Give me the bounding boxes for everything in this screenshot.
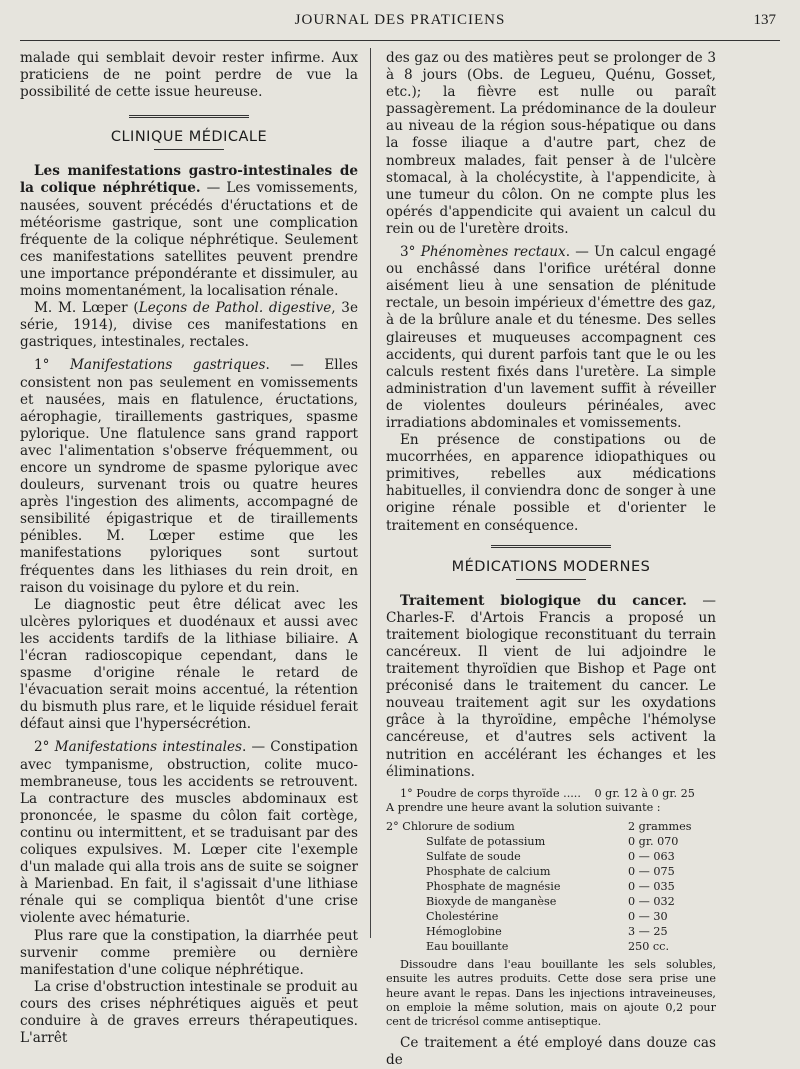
right-column	[386, 50, 716, 1069]
citation-title: Leçons de Pathol. digestive	[138, 300, 332, 317]
left-column	[20, 50, 358, 1047]
prescription-row	[386, 879, 716, 894]
article-lead: Les manifestations gastro-intestinales de la colique néphrétique. — Les vomissements, nausées, souvent précédés d'éructations et de météorisme gastrique, sont une complication fréquente de la colique néphrétique. Seulement ces manifestations satellites peuvent prendre une importance prépondérante et dissimuler, au moins momentanément, la localisation rénale.	[20, 163, 358, 300]
subsection-heading: Manifestations gastriques	[69, 357, 266, 374]
article-headline: Traitement biologique du cancer.	[400, 592, 687, 609]
prescription	[386, 787, 716, 1029]
paragraph: Plus rare que la constipation, la diarrhée peut survenir comme première ou dernière manifestation d'une colique néphrétique.	[20, 927, 358, 978]
paragraph: La crise d'obstruction intestinale se produit au cours des crises néphrétiques aiguës et peut conduire à de graves erreurs thérapeutiques. L'arrêt	[20, 978, 358, 1047]
ingredient-name: Cholestérine	[426, 910, 499, 924]
ingredient-quantity: 0 — 035	[628, 880, 675, 894]
header-rule	[20, 40, 780, 41]
paragraph: Ce traitement a été employé dans douze cas de	[386, 1035, 716, 1069]
article-lead: Traitement biologique du cancer. — Charles-F. d'Artois Francis a proposé un traitement biologique reconstituant du terrain cancéreux. Il vient de lui adjoindre le traitement thyroïdien que Bishop et Page ont préconisé dans le traitement du cancer. Le nouveau traitement agit sur les oxydations grâce à la thyroïdine, empêche l'hémolyse cancéreuse, et d'autres sels activent la nutrition en accélérant les échanges et les éliminations.	[386, 592, 716, 780]
paragraph: 3° Phénomènes rectaux. — Un calcul engagé ou enchâssé dans l'orifice urétéral donne aisément lieu à une sensation de plénitude rectale, un besoin impérieux d'émettre des gaz, à de la brûlure anale et du ténesme. Des selles glaireuses et muqueuses accompagnent ces accidents, qui durent parfois tant que le ou les calculs restent fixés dans l'uretère. La simple administration d'un lavement suffit à réveiller de violentes douleurs périnéales, avec irradiations abdominales et vomissements.	[386, 244, 716, 431]
prescription-line-1: 1° Poudre de corps thyroïde ..... 0 gr. 12 à 0 gr. 25	[400, 786, 695, 800]
prescription-row	[386, 939, 716, 954]
page-number: 137	[753, 12, 776, 28]
paragraph: des gaz ou des matières peut se prolonger de 3 à 8 jours (Obs. de Legueu, Quénu, Gosset, etc.); la fièvre est nulle ou paraît passagèrement. La prédominance de la douleur au niveau de la région sous-hépatique ou dans la fosse iliaque a d'autre part, chez de nombreux malades, fait penser à de l'ulcère stomacal, à la cholécystite, à l'appendicite, à une tumeur du côlon. On ne compte plus les opérés d'appendicite qui avaient un calcul du rein ou de l'uretère droits.	[386, 50, 716, 237]
section-rule	[386, 579, 716, 593]
prescription-table	[386, 819, 716, 954]
paragraph: M. M. Lœper (Leçons de Pathol. digestive, 3e série, 1914), divise ces manifestations en gastriques, intestinales, rectales.	[20, 300, 358, 351]
ingredient-quantity: 0 — 063	[628, 850, 675, 864]
ingredient-name: Sulfate de potassium	[426, 835, 546, 849]
section-title: MÉDICATIONS MODERNES	[451, 558, 651, 575]
subsection-heading: Phénomènes rectaux	[420, 244, 566, 261]
prescription-row	[386, 819, 716, 834]
section-rule	[20, 149, 358, 163]
paragraph: En présence de constipations ou de mucorrhées, en apparence idiopathiques ou primitives, rebelles aux médications habituelles, il conviendra donc de songer à une origine rénale possible et d'orienter le traitement en conséquence.	[386, 432, 716, 534]
section-ornament	[20, 115, 358, 129]
ingredient-name: Phosphate de calcium	[426, 865, 551, 879]
section-title: CLINIQUE MÉDICALE	[110, 129, 268, 146]
column-rule	[370, 48, 371, 938]
prescription-row	[386, 924, 716, 939]
ingredient-quantity: 250 cc.	[628, 940, 669, 954]
article-headline: Les manifestations gastro-intestinales de la colique néphrétique.	[20, 163, 358, 197]
prescription-row	[386, 894, 716, 909]
prescription-row	[386, 864, 716, 879]
prescription-row	[386, 909, 716, 924]
ingredient-quantity: 0 — 075	[628, 865, 675, 879]
paragraph: malade qui semblait devoir rester infirme. Aux praticiens de ne point perdre de vue la possibilité de cette issue heureuse.	[20, 50, 358, 101]
ingredient-name: Sulfate de soude	[426, 850, 521, 864]
ingredient-name: Bioxyde de manganèse	[426, 895, 557, 909]
ingredient-name: Eau bouillante	[426, 940, 509, 954]
prescription-row	[386, 834, 716, 849]
ingredient-name: Hémoglobine	[426, 925, 502, 939]
section-ornament	[386, 545, 716, 559]
prescription-note: A prendre une heure avant la solution suivante :	[386, 800, 661, 814]
ingredient-quantity: 0 gr. 070	[628, 835, 679, 849]
ingredient-quantity: 0 — 032	[628, 895, 675, 909]
subsection-heading: Manifestations intestinales	[54, 739, 242, 756]
ingredient-name: 2° Chlorure de sodium	[386, 820, 515, 834]
ingredient-quantity: 3 — 25	[628, 925, 668, 939]
prescription-footer: Dissoudre dans l'eau bouillante les sels solubles, ensuite les autres produits. Cette dose sera prise une heure avant le repas. Dans les injections intraveineuses, on emploie la même solution, mais on ajoute 0,2 pour cent de tricrésol comme antiseptique.	[386, 958, 716, 1028]
ingredient-quantity: 0 — 30	[628, 910, 668, 924]
ingredient-quantity: 2 grammes	[628, 820, 692, 834]
paragraph: 2° Manifestations intestinales. — Constipation avec tympanisme, obstruction, colite muco-membraneuse, tous les accidents se retrouvent. La contracture des muscles abdominaux est prononcée, le spasme du côlon fait cortège, continu ou intermittent, et se traduisant par des coliques expulsives. M. Lœper cite l'exemple d'un malade qui alla trois ans de suite se soigner à Marienbad. En fait, il s'agissait d'une lithiase rénale qui se compliqua bientôt d'une crise violente avec hématurie.	[20, 739, 358, 927]
journal-title: JOURNAL DES PRATICIENS	[294, 12, 506, 28]
running-header	[20, 8, 780, 34]
prescription-row	[386, 849, 716, 864]
paragraph: Le diagnostic peut être délicat avec les ulcères pyloriques et duodénaux et aussi avec les accidents tardifs de la lithiase biliaire. A l'écran radioscopique cependant, dans le spasme d'origine rénale le retard de l'évacuation serait moins accentué, la rétention du bismuth plus rare, et le liquide résiduel ferait défaut ainsi que l'hypersécrétion.	[20, 596, 358, 733]
ingredient-name: Phosphate de magnésie	[426, 880, 561, 894]
paragraph: 1° Manifestations gastriques. — Elles consistent non pas seulement en vomissements et nausées, mais en flatulence, éructations, aérophagie, tiraillements gastriques, spasme pylorique. Une flatulence sans grand rapport avec l'alimentation s'observe fréquemment, ou encore un syndrome de spasme pylorique avec douleurs, survenant trois ou quatre heures après l'ingestion des aliments, accompagné de sensibilité épigastrique et de tiraillements pénibles. M. Lœper estime que les manifestations pyloriques sont surtout fréquentes dans les lithiases du rein droit, en raison du voisinage du pylore et du rein.	[20, 357, 358, 596]
